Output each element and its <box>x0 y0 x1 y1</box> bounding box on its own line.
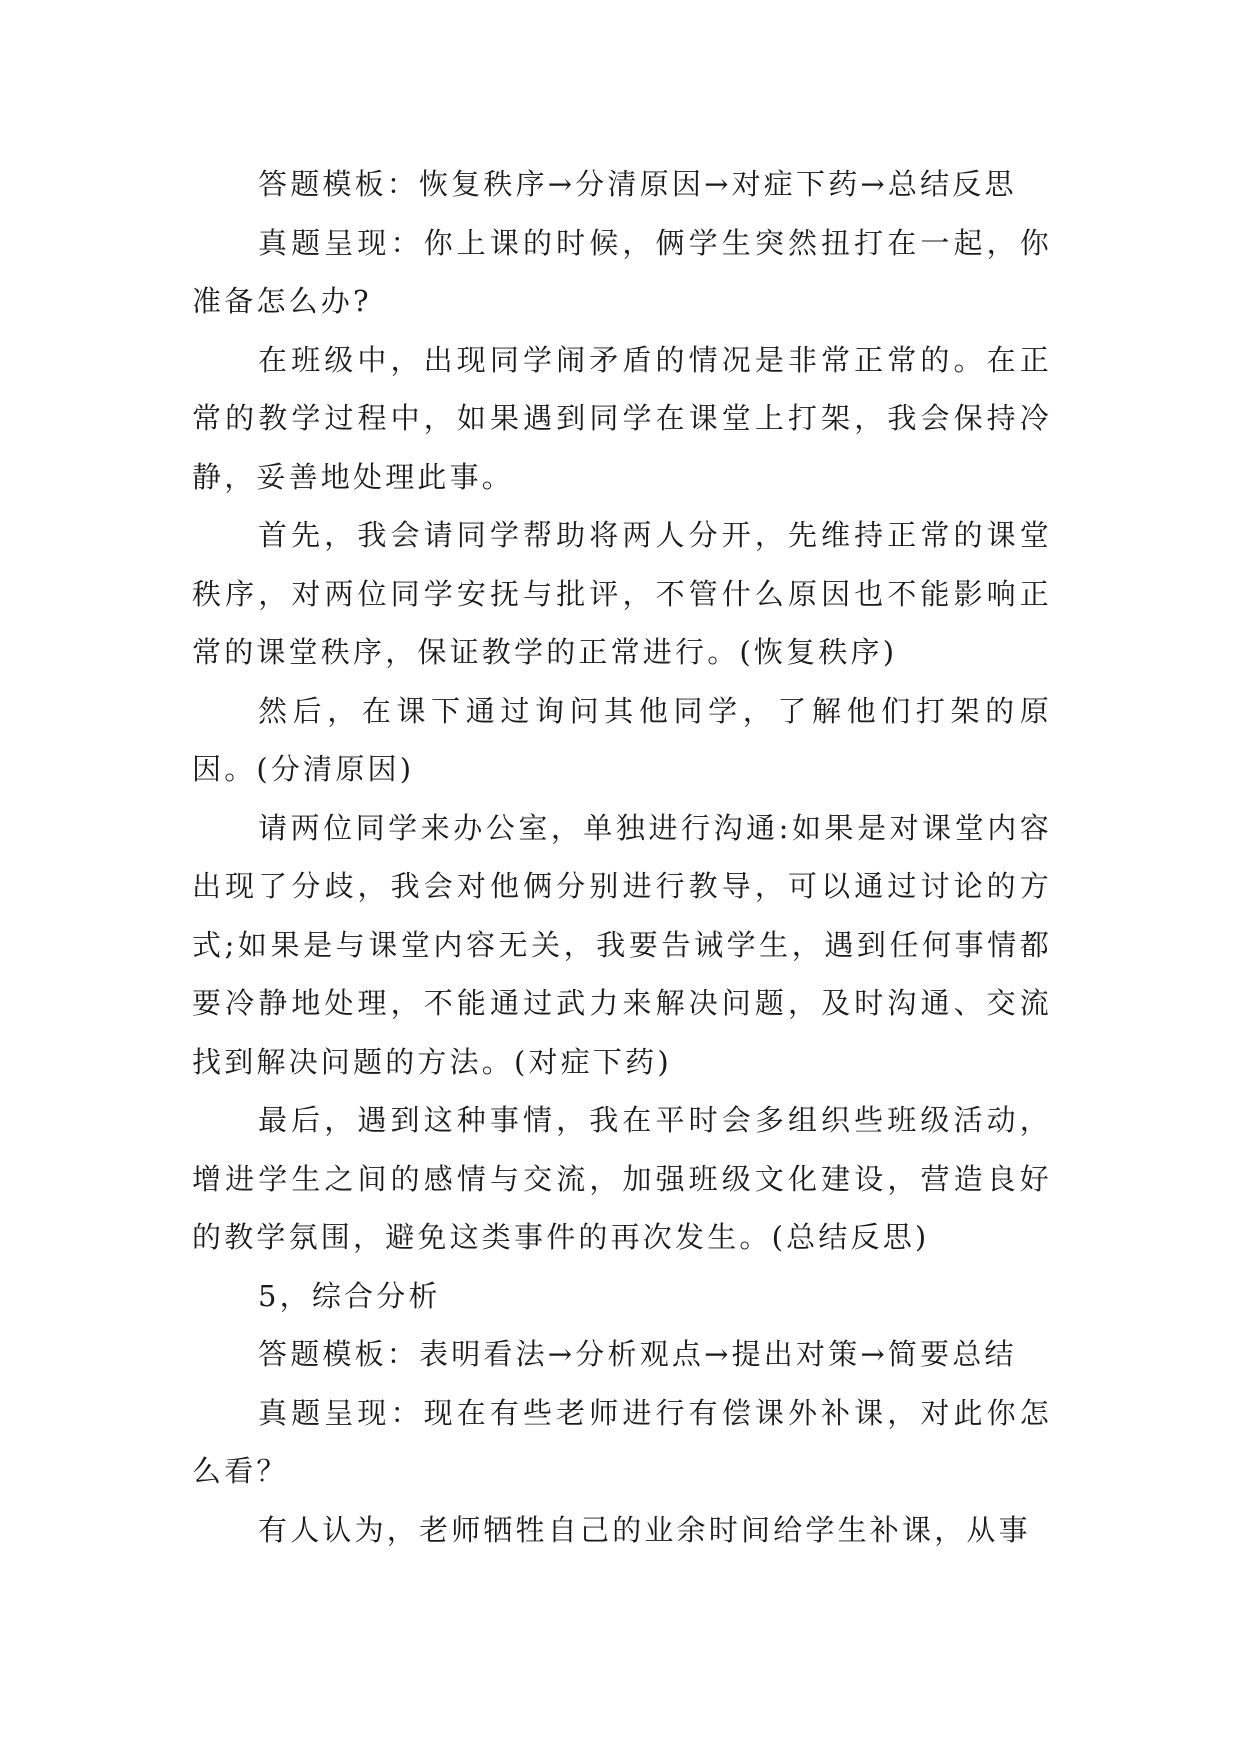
paragraph-answer-start: 有人认为，老师牺牲自己的业余时间给学生补课，从事 <box>258 1512 1031 1547</box>
paragraph-template-2: 答题模板：表明看法→分析观点→提出对策→简要总结 <box>258 1337 1017 1371</box>
paragraph-solution: 请两位同学来办公室，单独进行沟通:如果是对课堂内容出现了分歧，我会对他俩分别进行教导，可以通过讨论的方式;如果是与课堂内容无关，我要告诫学生，遇到任何事情都要冷静地处理，不能通过武力来解决问题，及时沟通、交流找到解决问题的方法。(对症下药) <box>192 810 1052 1079</box>
paragraph-find-cause: 然后，在课下通过询问其他同学，了解他们打架的原因。(分清原因) <box>192 693 1052 786</box>
paragraph-question-2: 真题呈现：现在有些老师进行有偿课外补课，对此你怎么看？ <box>192 1395 1052 1488</box>
paragraph-reflection: 最后，遇到这种事情，我在平时会多组织些班级活动，增进学生之间的感情与交流，加强班级文化建设，营造良好的教学氛围，避免这类事件的再次发生。(总结反思) <box>192 1103 1052 1254</box>
document-body <box>192 155 1052 1559</box>
paragraph-question-1: 真题呈现：你上课的时候，俩学生突然扭打在一起，你准备怎么办? <box>192 225 1052 318</box>
paragraph-intro: 在班级中，出现同学闹矛盾的情况是非常正常的。在正常的教学过程中，如果遇到同学在课堂上打架，我会保持冷静，妥善地处理此事。 <box>192 342 1052 494</box>
paragraph-template-1: 答题模板：恢复秩序→分清原因→对症下药→总结反思 <box>258 167 1017 201</box>
section-heading: 5，综合分析 <box>258 1278 441 1313</box>
paragraph-restore-order: 首先，我会请同学帮助将两人分开，先维持正常的课堂秩序，对两位同学安抚与批评，不管什么原因也不能影响正常的课堂秩序，保证教学的正常进行。(恢复秩序) <box>192 518 1052 669</box>
